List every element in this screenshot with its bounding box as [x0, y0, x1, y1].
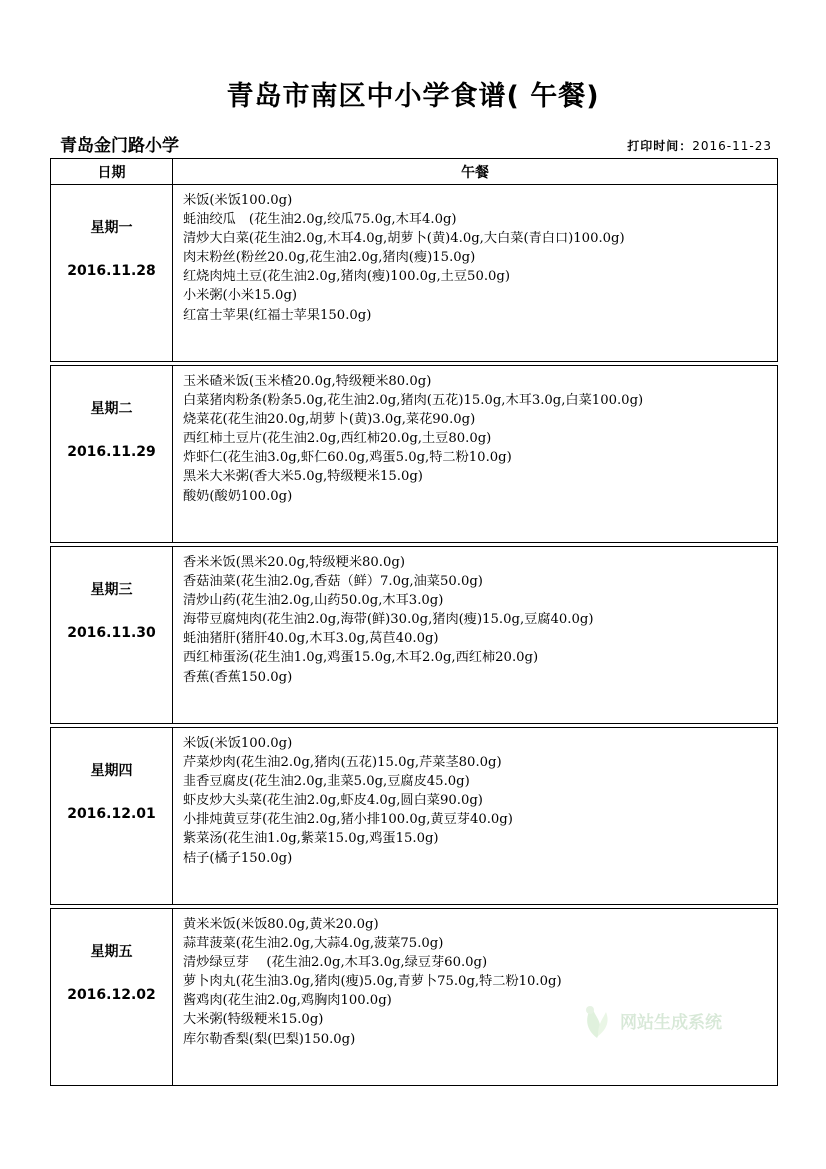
leaf-logo-icon	[580, 1000, 614, 1040]
weekday-label: 星期四	[90, 763, 133, 779]
dish-item: 清炒山药(花生油2.0g,山药50.0g,木耳3.0g)	[183, 593, 444, 609]
dish-item: 小排炖黄豆芽(花生油2.0g,猪小排100.0g,黄豆芽40.0g)	[183, 812, 513, 828]
dish-item: 西红柿蛋汤(花生油1.0g,鸡蛋15.0g,木耳2.0g,西红柿20.0g)	[183, 650, 539, 666]
table-row	[51, 366, 778, 543]
dish-item: 虾皮炒大头菜(花生油2.0g,虾皮4.0g,圆白菜90.0g)	[183, 793, 483, 809]
print-time-label: 打印时间：	[627, 139, 693, 153]
date-cell	[51, 547, 173, 724]
date-cell	[51, 185, 173, 362]
date-label: 2016.12.01	[67, 806, 156, 822]
dish-item: 蚝油猪肝(猪肝40.0g,木耳3.0g,莴苣40.0g)	[183, 631, 439, 647]
table-row	[51, 185, 778, 362]
page-title: 青岛市南区中小学食谱( 午餐)	[226, 81, 600, 112]
dish-item: 小米粥(小米15.0g)	[183, 288, 298, 304]
dish-item: 海带豆腐炖肉(花生油2.0g,海带(鲜)30.0g,猪肉(瘦)15.0g,豆腐40.0g)	[183, 612, 594, 628]
menu-table	[50, 158, 778, 1086]
dish-item: 西红柿土豆片(花生油2.0g,西红柿20.0g,土豆80.0g)	[183, 431, 492, 447]
dish-list	[183, 553, 777, 687]
weekday-label: 星期三	[90, 582, 133, 598]
school-name: 青岛金门路小学	[60, 136, 179, 156]
date-label: 2016.12.02	[67, 987, 156, 1003]
dish-item: 香蕉(香蕉150.0g)	[183, 669, 293, 685]
date-cell	[51, 728, 173, 905]
dish-item: 香米米饭(黑米20.0g,特级粳米80.0g)	[183, 555, 405, 570]
dish-item: 韭香豆腐皮(花生油2.0g,韭菜5.0g,豆腐皮45.0g)	[183, 774, 470, 790]
print-time-value: 2016-11-23	[692, 139, 772, 153]
menu-body	[51, 185, 778, 1086]
weekday-label: 星期二	[90, 401, 133, 417]
dish-item: 萝卜肉丸(花生油3.0g,猪肉(瘦)5.0g,青萝卜75.0g,特二粉10.0g)	[183, 974, 562, 990]
dish-list	[183, 191, 777, 325]
weekday-label: 星期一	[90, 220, 133, 236]
dish-item: 米饭(米饭100.0g)	[183, 193, 293, 208]
dish-item: 酱鸡肉(花生油2.0g,鸡胸肉100.0g)	[183, 993, 392, 1009]
dish-item: 清炒绿豆芽 (花生油2.0g,木耳3.0g,绿豆芽60.0g)	[183, 955, 488, 971]
meal-cell	[173, 728, 778, 905]
dish-list	[183, 734, 777, 868]
meal-cell	[173, 185, 778, 362]
table-row	[51, 909, 778, 1086]
watermark-text: 网站生成系统	[620, 1012, 722, 1033]
header-meal: 午餐	[173, 159, 778, 185]
dish-item: 紫菜汤(花生油1.0g,紫菜15.0g,鸡蛋15.0g)	[183, 831, 439, 847]
table-row	[51, 728, 778, 905]
dish-item: 蒜茸菠菜(花生油2.0g,大蒜4.0g,菠菜75.0g)	[183, 936, 444, 952]
weekday-label: 星期五	[90, 944, 133, 960]
dish-item: 烧菜花(花生油20.0g,胡萝卜(黄)3.0g,菜花90.0g)	[183, 412, 476, 428]
date-label: 2016.11.30	[67, 625, 156, 641]
meal-cell	[173, 547, 778, 724]
dish-item: 肉末粉丝(粉丝20.0g,花生油2.0g,猪肉(瘦)15.0g)	[183, 250, 476, 266]
meal-cell	[173, 909, 778, 1086]
dish-item: 玉米碴米饭(玉米楂20.0g,特级粳米80.0g)	[183, 374, 432, 389]
dish-item: 清炒大白菜(花生油2.0g,木耳4.0g,胡萝卜(黄)4.0g,大白菜(青白口)100.0g)	[183, 231, 625, 247]
dish-item: 香菇油菜(花生油2.0g,香菇（鲜）7.0g,油菜50.0g)	[183, 574, 483, 590]
dish-item: 库尔勒香梨(梨(巴梨)150.0g)	[183, 1031, 356, 1047]
date-label: 2016.11.28	[67, 263, 156, 279]
dish-item: 酸奶(酸奶100.0g)	[183, 488, 293, 504]
dish-item: 芹菜炒肉(花生油2.0g,猪肉(五花)15.0g,芹菜茎80.0g)	[183, 755, 502, 771]
print-time	[627, 137, 772, 154]
dish-item: 炸虾仁(花生油3.0g,虾仁60.0g,鸡蛋5.0g,特二粉10.0g)	[183, 450, 512, 466]
dish-item: 桔子(橘子150.0g)	[183, 850, 293, 866]
dish-item: 红富士苹果(红福士苹果150.0g)	[183, 307, 372, 323]
date-label: 2016.11.29	[67, 444, 156, 460]
dish-item: 黄米米饭(米饭80.0g,黄米20.0g)	[183, 917, 379, 932]
meal-cell	[173, 366, 778, 543]
watermark	[580, 1000, 722, 1040]
dish-item: 白菜猪肉粉条(粉条5.0g,花生油2.0g,猪肉(五花)15.0g,木耳3.0g,白菜100.0g)	[183, 393, 644, 409]
date-cell	[51, 366, 173, 543]
date-cell	[51, 909, 173, 1086]
dish-item: 红烧肉炖土豆(花生油2.0g,猪肉(瘦)100.0g,土豆50.0g)	[183, 269, 511, 285]
dish-list	[183, 372, 777, 506]
header-date: 日期	[51, 159, 173, 185]
table-header-row	[51, 159, 778, 185]
dish-item: 蚝油绞瓜 (花生油2.0g,绞瓜75.0g,木耳4.0g)	[183, 212, 457, 228]
dish-item: 黑米大米粥(香大米5.0g,特级粳米15.0g)	[183, 469, 423, 485]
dish-item: 大米粥(特级粳米15.0g)	[183, 1012, 324, 1028]
table-row	[51, 547, 778, 724]
dish-item: 米饭(米饭100.0g)	[183, 736, 293, 751]
